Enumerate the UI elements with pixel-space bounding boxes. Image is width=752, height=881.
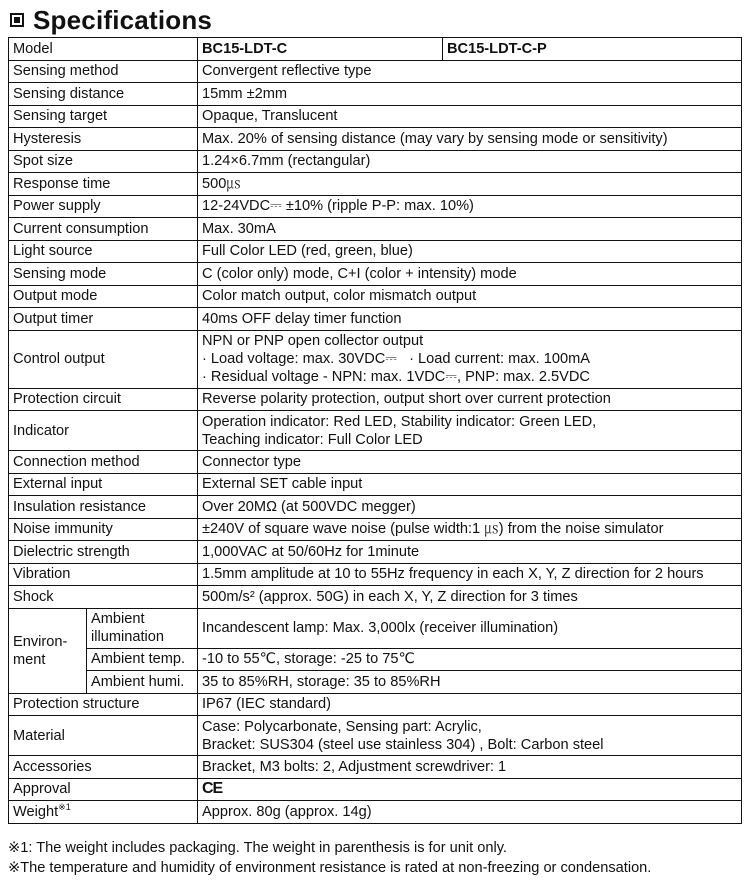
table-row (9, 586, 742, 609)
table-row (9, 756, 742, 779)
table-row (9, 541, 742, 564)
table-row (9, 716, 742, 756)
row-label: Sensing method (9, 60, 198, 83)
row-label: Noise immunity (9, 518, 198, 541)
table-row (9, 671, 742, 694)
model-col1: BC15-LDT-C (198, 38, 443, 61)
table-row (9, 83, 742, 106)
table-row (9, 308, 742, 331)
row-label: Protection structure (9, 693, 198, 716)
environment-label-line: Environ- (13, 633, 68, 650)
row-value: Color match output, color mismatch output (198, 285, 742, 308)
row-label: Vibration (9, 563, 198, 586)
row-value (198, 330, 742, 388)
table-row (9, 801, 742, 824)
footnotes (8, 838, 651, 878)
row-label: Sensing target (9, 105, 198, 128)
control-output-line: · Load voltage: max. 30VDC⎓ · Load current: max. 100mA (202, 351, 591, 367)
row-value: 1.5mm amplitude at 10 to 55Hz frequency in each X, Y, Z direction for 2 hours (198, 563, 742, 586)
row-label: Light source (9, 240, 198, 263)
control-output-line: NPN or PNP open collector output (202, 333, 424, 349)
row-value: C (color only) mode, C+I (color + intensity) mode (198, 263, 742, 286)
row-value: 500m/s² (approx. 50G) in each X, Y, Z direction for 3 times (198, 586, 742, 609)
table-row (9, 518, 742, 541)
row-label: Hysteresis (9, 128, 198, 151)
row-label: Material (9, 716, 198, 756)
footnote: ※The temperature and humidity of environment resistance is rated at non-freezing or condensation. (8, 860, 652, 876)
row-value (198, 716, 742, 756)
table-row (9, 563, 742, 586)
model-col2: BC15-LDT-C-P (443, 38, 742, 61)
row-value: Reverse polarity protection, output short over current protection (198, 388, 742, 411)
table-row (9, 451, 742, 474)
row-label: Dielectric strength (9, 541, 198, 564)
row-value: External SET cable input (198, 473, 742, 496)
table-row (9, 388, 742, 411)
row-value: 1.24×6.7mm (rectangular) (198, 150, 742, 173)
row-value: Connector type (198, 451, 742, 474)
row-value: Max. 20% of sensing distance (may vary by sensing mode or sensitivity) (198, 128, 742, 151)
row-value: -10 to 55℃, storage: -25 to 75℃ (198, 648, 742, 671)
ambient-illumination-label-line: Ambient (91, 611, 145, 627)
environment-label (9, 608, 87, 693)
row-value: 15mm ±2mm (198, 83, 742, 106)
table-row (9, 263, 742, 286)
row-value: Bracket, M3 bolts: 2, Adjustment screwdriver: 1 (198, 756, 742, 779)
table-row (9, 608, 742, 648)
row-value: Over 20MΩ (at 500VDC megger) (198, 496, 742, 519)
ce-mark-icon: CE (202, 780, 223, 798)
row-value (198, 411, 742, 451)
table-row (9, 240, 742, 263)
row-value: 35 to 85%RH, storage: 35 to 85%RH (198, 671, 742, 694)
ambient-humi-label: Ambient humi. (87, 671, 198, 694)
row-label (9, 801, 198, 824)
table-row (9, 38, 742, 61)
ambient-temp-label: Ambient temp. (87, 648, 198, 671)
section-heading (10, 4, 212, 36)
row-value: Opaque, Translucent (198, 105, 742, 128)
table-row (9, 496, 742, 519)
table-row (9, 173, 742, 196)
row-label: Indicator (9, 411, 198, 451)
environment-label-line: ment (13, 651, 46, 668)
row-label: Insulation resistance (9, 496, 198, 519)
ambient-illumination-label (87, 608, 198, 648)
square-bullet-icon (10, 13, 24, 27)
indicator-line: Teaching indicator: Full Color LED (202, 431, 423, 448)
row-value: IP67 (IEC standard) (198, 693, 742, 716)
row-label: Approval (9, 778, 198, 801)
footnote-mark: ※1 (58, 801, 71, 812)
row-label: Accessories (9, 756, 198, 779)
row-value: 500㎲ (198, 173, 742, 196)
table-row (9, 128, 742, 151)
table-row (9, 105, 742, 128)
table-row (9, 648, 742, 671)
row-value (198, 778, 742, 801)
table-row (9, 150, 742, 173)
row-label: Control output (9, 330, 198, 388)
table-row (9, 693, 742, 716)
row-value: Approx. 80g (approx. 14g) (198, 801, 742, 824)
row-label: Model (9, 38, 198, 61)
row-label: Current consumption (9, 218, 198, 241)
page-title: Specifications (33, 4, 213, 35)
row-label: Response time (9, 173, 198, 196)
material-line: Bracket: SUS304 (steel use stainless 304) , Bolt: Carbon steel (202, 736, 604, 753)
row-value: Incandescent lamp: Max. 3,000lx (receiver illumination) (198, 608, 742, 648)
row-value: 1,000VAC at 50/60Hz for 1minute (198, 541, 742, 564)
row-value: 40ms OFF delay timer function (198, 308, 742, 331)
row-label: Sensing distance (9, 83, 198, 106)
row-label: Output timer (9, 308, 198, 331)
table-row (9, 778, 742, 801)
table-row (9, 218, 742, 241)
row-value: Full Color LED (red, green, blue) (198, 240, 742, 263)
control-output-line: · Residual voltage - NPN: max. 1VDC⎓, PNP: max. 2.5VDC (202, 369, 590, 385)
row-label: Connection method (9, 451, 198, 474)
spec-table (8, 37, 742, 824)
row-value: Convergent reflective type (198, 60, 742, 83)
weight-label: Weight (13, 803, 59, 820)
ambient-illumination-label-line: illumination (91, 629, 165, 645)
table-row (9, 330, 742, 388)
row-label: Sensing mode (9, 263, 198, 286)
row-label: Shock (9, 586, 198, 609)
table-row (9, 473, 742, 496)
row-label: Output mode (9, 285, 198, 308)
row-label: Power supply (9, 195, 198, 218)
table-row (9, 195, 742, 218)
table-row (9, 285, 742, 308)
row-label: Protection circuit (9, 388, 198, 411)
table-row (9, 60, 742, 83)
table-row (9, 411, 742, 451)
indicator-line: Operation indicator: Red LED, Stability indicator: Green LED, (202, 413, 597, 430)
row-value: Max. 30mA (198, 218, 742, 241)
row-label: External input (9, 473, 198, 496)
footnote: ※1: The weight includes packaging. The weight in parenthesis is for unit only. (8, 840, 507, 856)
row-value: 12-24VDC⎓ ±10% (ripple P-P: max. 10%) (198, 195, 742, 218)
material-line: Case: Polycarbonate, Sensing part: Acrylic, (202, 718, 482, 735)
row-label: Spot size (9, 150, 198, 173)
row-value: ±240V of square wave noise (pulse width:1 ㎲) from the noise simulator (198, 518, 742, 541)
